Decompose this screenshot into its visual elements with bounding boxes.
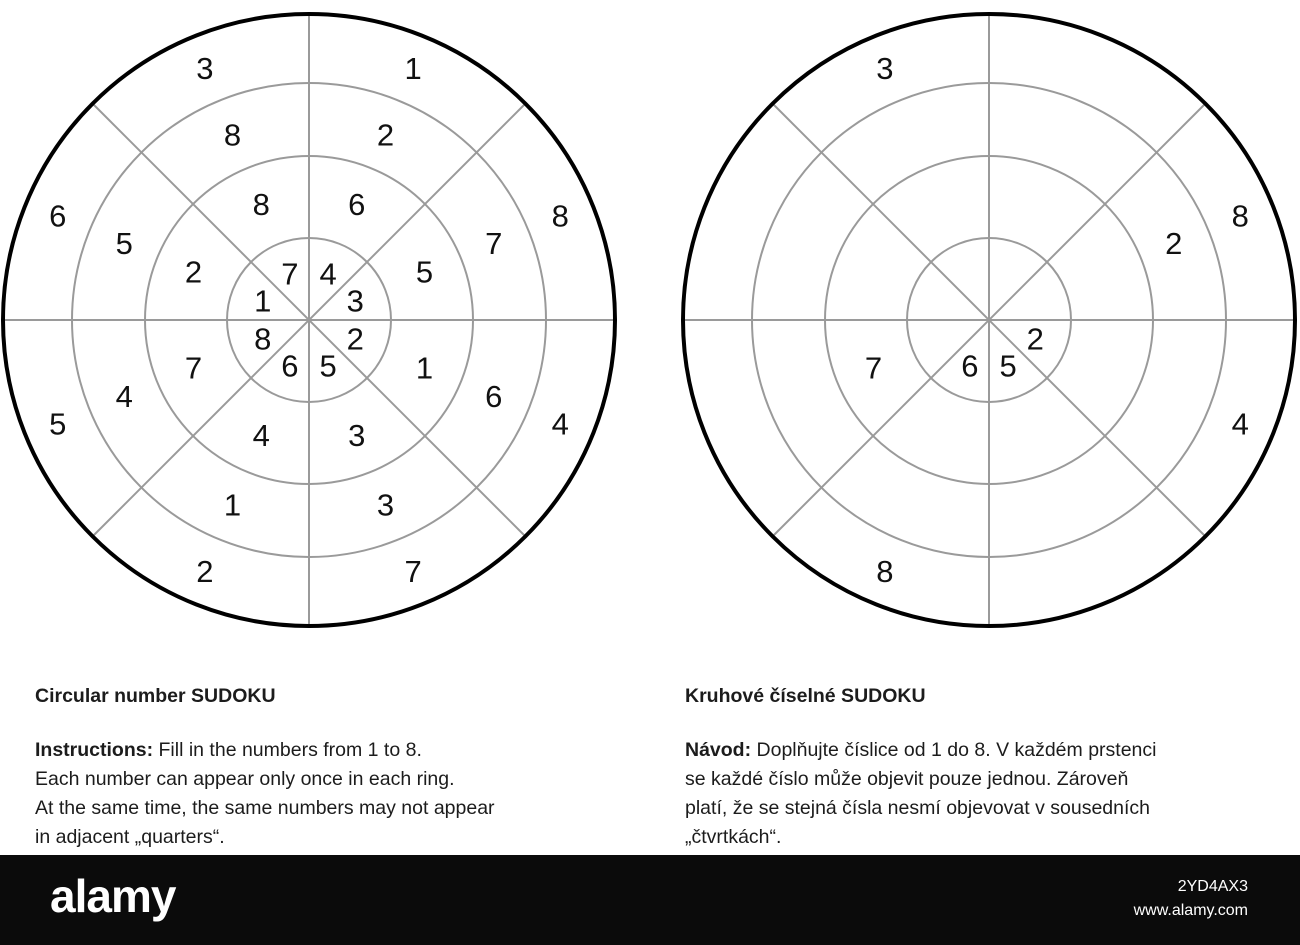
cell-number: 3 (346, 283, 364, 319)
image-id-block (1134, 875, 1248, 923)
puzzle-title-czech: Kruhové číselné SUDOKU (685, 685, 926, 707)
circular-sudoku-board-right (669, 0, 1300, 640)
cell-number: 5 (49, 406, 67, 442)
cell-number: 2 (1165, 226, 1183, 261)
cell-number: 2 (1026, 321, 1044, 357)
puzzle-title-english: Circular number SUDOKU (35, 685, 276, 707)
cell-number: 2 (196, 553, 214, 589)
instruction-line: platí, že se stejná čísla nesmí objevovat v sousedních (685, 797, 1151, 819)
cell-number: 4 (319, 256, 337, 292)
cell-number: 6 (485, 379, 503, 414)
cell-number: 1 (223, 487, 242, 523)
cell-number: 2 (346, 321, 364, 357)
cell-number: 8 (252, 187, 270, 222)
instructions-czech (685, 682, 1295, 852)
cell-number: 3 (196, 51, 214, 87)
cell-number: 5 (319, 348, 337, 384)
watermark-footer (0, 855, 1300, 945)
cell-number: 4 (551, 406, 569, 442)
cell-number: 6 (961, 348, 979, 384)
cell-number: 3 (876, 51, 894, 87)
instructions-label: Instructions: (35, 739, 154, 761)
cell-number: 3 (348, 418, 366, 453)
instruction-line: se každé číslo může objevit pouze jednou. Zároveň (685, 768, 1129, 790)
cell-number: 4 (252, 418, 270, 453)
cell-number: 6 (281, 348, 299, 384)
cell-number: 6 (49, 198, 67, 234)
instruction-line: in adjacent „quarters“. (35, 826, 225, 848)
cell-number: 7 (404, 553, 422, 589)
cell-number: 1 (415, 350, 434, 386)
cell-number: 5 (999, 348, 1017, 384)
instruction-line: At the same time, the same numbers may not appear (35, 797, 495, 819)
instructions-english (35, 682, 645, 852)
instruction-line: „čtvrtkách“. (685, 826, 782, 848)
instructions-label: Návod: (685, 739, 752, 761)
cell-number: 2 (376, 117, 395, 153)
cell-number: 8 (1231, 198, 1249, 234)
cell-number: 5 (415, 254, 434, 290)
image-id: 2YD4AX3 (1177, 878, 1248, 895)
cell-number: 2 (184, 254, 203, 290)
instruction-text: Fill in the numbers from 1 to 8. (153, 739, 422, 761)
cell-number: 7 (864, 350, 883, 386)
cell-number: 8 (551, 198, 569, 234)
cell-number: 7 (281, 256, 299, 292)
instruction-text: Doplňujte číslice od 1 do 8. V každém prstenci (751, 739, 1157, 761)
cell-number: 1 (254, 283, 272, 319)
cell-number: 8 (223, 117, 242, 153)
site-url: www.alamy.com (1133, 902, 1248, 919)
cell-number: 7 (485, 226, 503, 261)
cell-number: 4 (115, 379, 133, 414)
cell-number: 5 (115, 226, 133, 261)
cell-number: 7 (184, 350, 203, 386)
cell-number: 8 (876, 553, 894, 589)
instructions-text-czech (685, 736, 1295, 852)
instruction-line (35, 736, 645, 765)
cell-number: 4 (1231, 406, 1249, 442)
circular-sudoku-board-left (0, 0, 629, 640)
cell-number: 6 (348, 187, 366, 222)
cell-number: 1 (404, 51, 422, 87)
instruction-line: Each number can appear only once in each ring. (35, 768, 455, 790)
instructions-text-english (35, 736, 645, 852)
cell-number: 8 (254, 321, 272, 357)
cell-number: 3 (376, 487, 395, 523)
instruction-line (685, 736, 1295, 765)
alamy-logo: alamy (50, 870, 176, 922)
